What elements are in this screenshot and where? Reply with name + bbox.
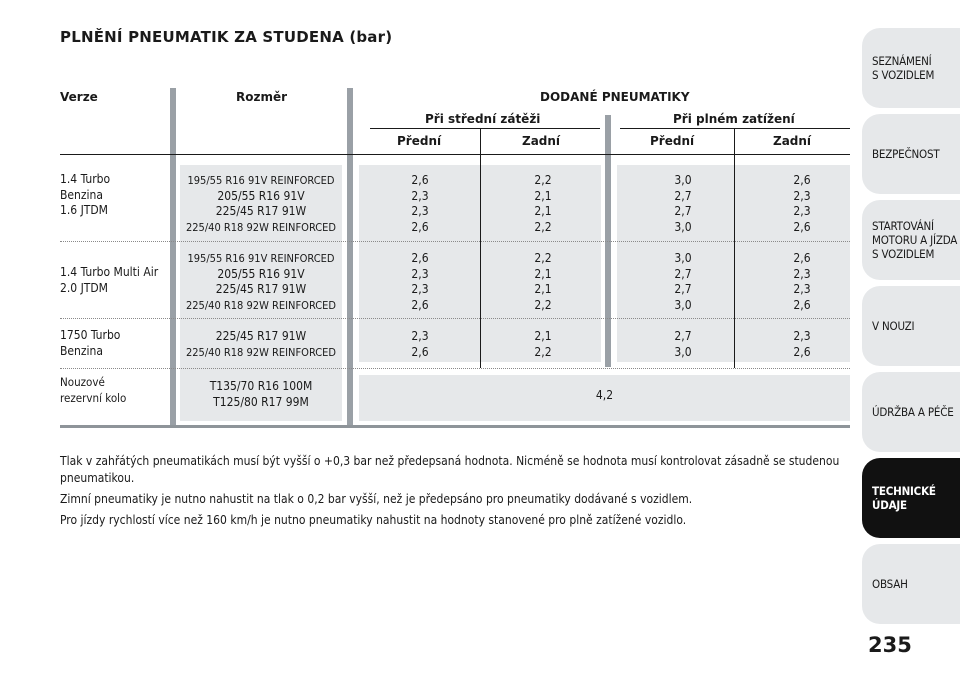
header-medium-front: Přední — [397, 134, 442, 148]
page-title: PLNĚNÍ PNEUMATIK ZA STUDENA (bar) — [60, 28, 393, 46]
table-bottom-rule — [60, 425, 850, 428]
header-full-load: Při plném zatížení — [673, 112, 795, 126]
row-sizes: 225/45 R17 91W 225/40 R18 92W REINFORCED — [185, 329, 337, 359]
row-medium-front: 2,6 2,3 2,3 2,6 — [411, 173, 429, 234]
column-divider — [347, 88, 353, 426]
header-version: Verze — [60, 90, 98, 104]
row-separator — [60, 318, 850, 319]
tab-obsah[interactable]: OBSAH — [862, 544, 960, 624]
page-number: 235 — [868, 633, 912, 657]
row-full-rear: 2,3 2,6 — [793, 329, 811, 359]
note-winter-tyres: Zimní pneumatiky je nutno nahustit na tlak o 0,2 bar vyšší, než je předepsáno pro pneumatiky dodávané s vozidlem. — [60, 492, 693, 506]
header-full-rear: Zadní — [773, 134, 812, 148]
spare-version: Nouzové rezervní kolo — [60, 375, 127, 405]
row-medium-rear: 2,2 2,1 2,1 2,2 — [534, 173, 552, 234]
spare-pressure: 4,2 — [595, 388, 614, 402]
header-supplied-tyres: DODANÉ PNEUMATIKY — [540, 90, 690, 104]
tab-startovani[interactable]: STARTOVÁNÍ MOTORU A JÍZDA S VOZIDLEM — [862, 200, 960, 280]
row-medium-front: 2,3 2,6 — [411, 329, 429, 359]
row-separator — [60, 241, 850, 242]
row-sizes: 195/55 R16 91V REINFORCED 205/55 R16 91V 225/45 R17 91W 225/40 R18 92W REINFORCED — [185, 174, 337, 234]
notes — [60, 453, 852, 529]
row-sizes: 195/55 R16 91V REINFORCED 205/55 R16 91V 225/45 R17 91W 225/40 R18 92W REINFORCED — [185, 252, 337, 312]
tab-technicke-udaje[interactable]: TECHNICKÉ ÚDAJE — [862, 458, 960, 538]
front-rear-divider — [734, 128, 735, 368]
row-full-rear: 2,6 2,3 2,3 2,6 — [793, 173, 811, 234]
medium-load-rule — [370, 128, 600, 129]
spare-sizes: T135/70 R16 100M T125/80 R17 99M — [209, 379, 313, 409]
header-size: Rozměr — [236, 90, 288, 104]
row-medium-rear: 2,1 2,2 — [534, 329, 552, 359]
tab-bezpecnost[interactable]: BEZPEČNOST — [862, 114, 960, 194]
row-version: 1750 Turbo Benzina — [60, 328, 121, 358]
column-divider — [170, 88, 176, 426]
row-full-front: 2,7 3,0 — [674, 329, 692, 359]
row-full-rear: 2,6 2,3 2,3 2,6 — [793, 251, 811, 312]
header-medium-rear: Zadní — [522, 134, 561, 148]
front-rear-divider — [480, 128, 481, 368]
row-medium-front: 2,6 2,3 2,3 2,6 — [411, 251, 429, 312]
row-separator — [60, 368, 850, 369]
note-hot-tyres: Tlak v zahřátých pneumatikách musí být vyšší o +0,3 bar než předepsaná hodnota. Nicméně se hodnota musí kontrolovat zásadně se studenou pneumatikou. — [60, 454, 840, 485]
row-full-front: 3,0 2,7 2,7 3,0 — [674, 173, 692, 234]
row-version: 1.4 Turbo Benzina 1.6 JTDM — [60, 172, 111, 217]
row-full-front: 3,0 2,7 2,7 3,0 — [674, 251, 692, 312]
tab-seznameni[interactable]: SEZNÁMENÍ S VOZIDLEM — [862, 28, 960, 108]
row-medium-rear: 2,2 2,1 2,1 2,2 — [534, 251, 552, 312]
note-high-speed: Pro jízdy rychlostí více než 160 km/h je nutno pneumatiky nahustit na hodnoty stanovené pro plně zatížené vozidlo. — [60, 513, 687, 527]
header-rule — [60, 154, 850, 155]
row-version: 1.4 Turbo Multi Air 2.0 JTDM — [60, 265, 159, 295]
header-medium-load: Při střední zátěži — [425, 112, 541, 126]
tab-v-nouzi[interactable]: V NOUZI — [862, 286, 960, 366]
full-load-rule — [620, 128, 850, 129]
tab-udrzba[interactable]: ÚDRŽBA A PÉČE — [862, 372, 960, 452]
header-full-front: Přední — [650, 134, 695, 148]
